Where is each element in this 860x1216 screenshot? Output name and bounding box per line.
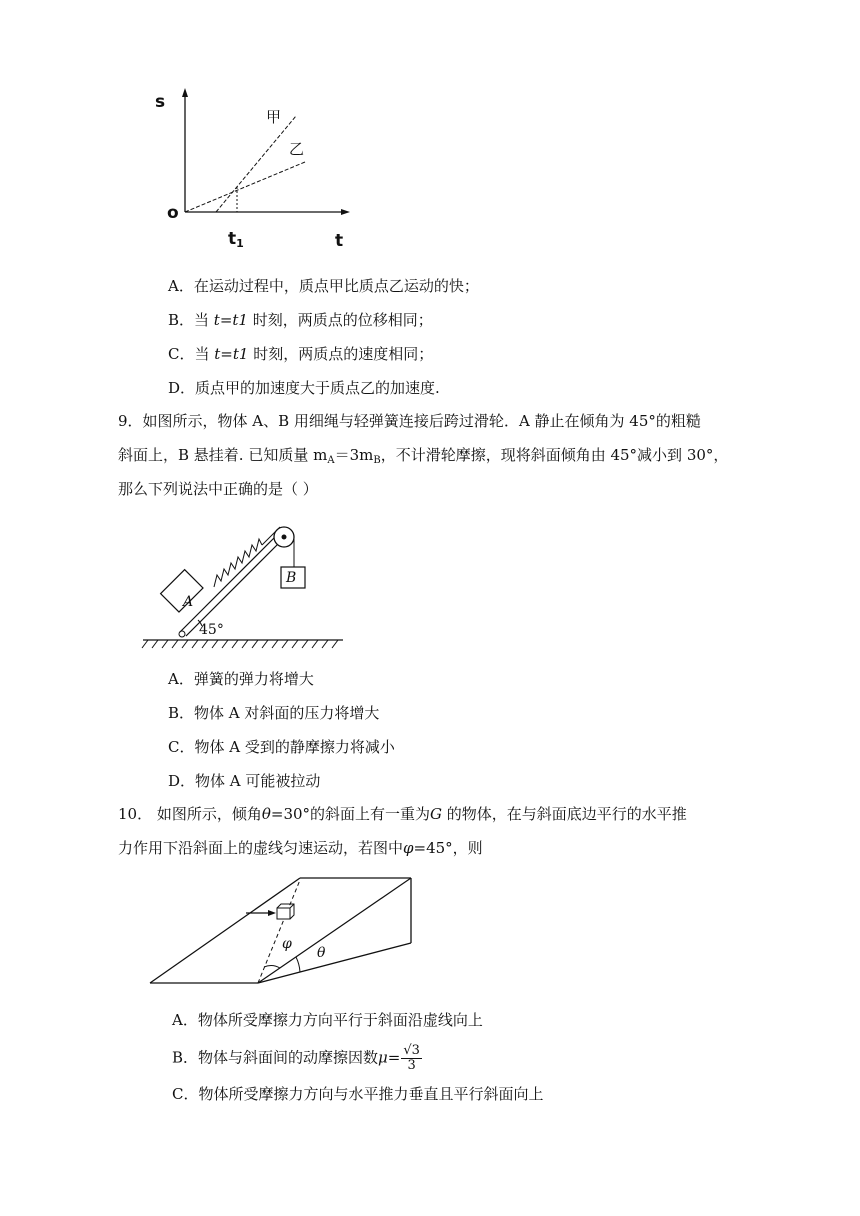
origin-label: o bbox=[167, 203, 179, 223]
line-jia-label: 甲 bbox=[266, 108, 282, 126]
q10-option-c: C．物体所受摩擦力方向与水平推力垂直且平行斜面向上 bbox=[172, 1085, 544, 1103]
q8-option-b: B．当 t=t1 时刻，两质点的位移相同； bbox=[168, 311, 433, 329]
q9-option-a: A．弹簧的弹力将增大 bbox=[168, 670, 314, 688]
y-axis-label: s bbox=[155, 92, 166, 112]
q9-stem-line3: 那么下列说法中正确的是（ ） bbox=[118, 480, 318, 498]
q9-fig-label-b: B bbox=[286, 570, 297, 586]
q9-stem-line1: 9．如图所示，物体 A、B 用细绳与轻弹簧连接后跨过滑轮．A 静止在倾角为 45°的粗糙 bbox=[118, 412, 701, 430]
q8-option-d: D．质点甲的加速度大于质点乙的加速度. bbox=[168, 379, 440, 397]
t1-label: $t_1$ bbox=[228, 229, 244, 250]
q8-option-a: A．在运动过程中，质点甲比质点乙运动的快； bbox=[168, 277, 479, 295]
q10-fig-theta: θ bbox=[317, 945, 326, 961]
q9-stem-line2: 斜面上，B 悬挂着. 已知质量 $m_A=3m_B$，不计滑轮摩擦，现将斜面倾角由 45°减小到 30°， bbox=[118, 446, 729, 466]
q10-option-a: A．物体所受摩擦力方向平行于斜面沿虚线向上 bbox=[172, 1011, 483, 1029]
q8-option-c: C．当 t=t1 时刻，两质点的速度相同； bbox=[168, 345, 434, 363]
sqrt3-over-3-fraction: $\frac{√3}{3}$ bbox=[403, 1043, 420, 1073]
q9-fig-label-a: A bbox=[183, 594, 194, 610]
q10-option-b: B．物体与斜面间的动摩擦因数μ= $\frac{√3}{3}$ bbox=[172, 1043, 420, 1073]
q9-option-d: D．物体 A 可能被拉动 bbox=[168, 772, 321, 790]
x-axis-label: t bbox=[335, 231, 344, 251]
q9-option-b: B．物体 A 对斜面的压力将增大 bbox=[168, 704, 380, 722]
q9-fig-angle: 45° bbox=[199, 622, 224, 638]
q9-option-c: C．物体 A 受到的静摩擦力将减小 bbox=[168, 738, 395, 756]
q10-fig-phi: φ bbox=[282, 936, 292, 952]
q10-stem-line1: 10． 如图所示，倾角θ=30°的斜面上有一重为G 的物体，在与斜面底边平行的水平推 bbox=[118, 805, 687, 823]
line-yi-label: 乙 bbox=[289, 140, 305, 158]
q10-stem-line2: 力作用下沿斜面上的虚线匀速运动，若图中φ=45°，则 bbox=[118, 839, 483, 857]
